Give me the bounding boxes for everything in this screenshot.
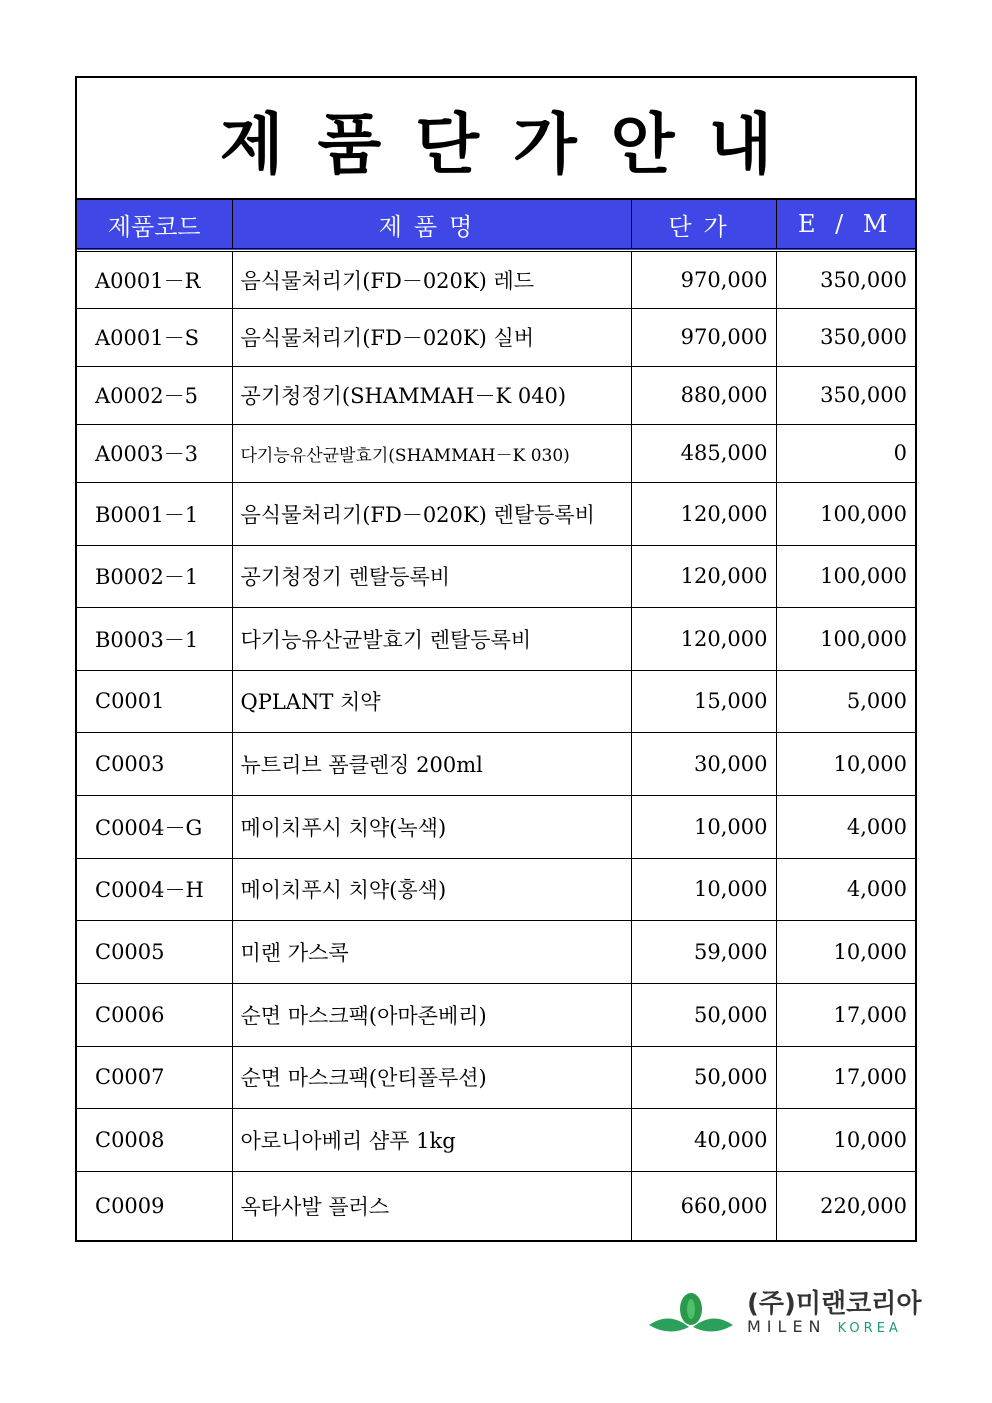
cell-name: QPLANT 치약	[232, 670, 631, 732]
cell-name: 음식물처리기(FD－020K) 렌탈등록비	[232, 482, 631, 545]
cell-name: 공기청정기 렌탈등록비	[232, 545, 631, 607]
cell-price: 50,000	[631, 1046, 776, 1108]
header-code: 제품코드	[77, 200, 232, 250]
cell-em: 5,000	[776, 670, 915, 732]
cell-em: 17,000	[776, 983, 915, 1046]
cell-price: 15,000	[631, 670, 776, 732]
cell-code: C0005	[77, 920, 232, 983]
cell-code: B0003－1	[77, 607, 232, 670]
cell-name: 공기청정기(SHAMMAH－K 040)	[232, 366, 631, 424]
table-row	[77, 983, 915, 1046]
cell-em: 350,000	[776, 250, 915, 308]
table-header-row	[77, 200, 915, 250]
cell-price: 120,000	[631, 545, 776, 607]
cell-code: A0002－5	[77, 366, 232, 424]
table-row	[77, 366, 915, 424]
cell-code: B0002－1	[77, 545, 232, 607]
table-row	[77, 670, 915, 732]
table-row	[77, 545, 915, 607]
page-title: 제품단가안내	[219, 105, 807, 183]
cell-code: C0003	[77, 732, 232, 795]
cell-price: 880,000	[631, 366, 776, 424]
cell-price: 120,000	[631, 607, 776, 670]
cell-code: A0001－S	[77, 308, 232, 366]
table-row	[77, 1046, 915, 1108]
cell-em: 4,000	[776, 795, 915, 858]
company-logo	[645, 1283, 945, 1343]
table-row	[77, 858, 915, 920]
table-row	[77, 308, 915, 366]
company-name-en-sub: KOREA	[837, 1321, 902, 1336]
cell-price: 10,000	[631, 795, 776, 858]
table-row	[77, 920, 915, 983]
cell-em: 0	[776, 424, 915, 482]
table-row	[77, 732, 915, 795]
table-row	[77, 1171, 915, 1240]
price-table	[77, 200, 915, 1240]
company-name-en	[747, 1317, 902, 1336]
cell-price: 120,000	[631, 482, 776, 545]
cell-name: 메이치푸시 치약(홍색)	[232, 858, 631, 920]
company-name-kr: (주)미랜코리아	[747, 1289, 922, 1319]
cell-name: 음식물처리기(FD－020K) 실버	[232, 308, 631, 366]
cell-price: 40,000	[631, 1108, 776, 1171]
cell-em: 100,000	[776, 607, 915, 670]
cell-name: 다기능유산균발효기 렌탈등록비	[232, 607, 631, 670]
cell-price: 660,000	[631, 1171, 776, 1240]
cell-em: 100,000	[776, 482, 915, 545]
table-row	[77, 1108, 915, 1171]
header-price: 단가	[631, 200, 776, 250]
cell-code: C0008	[77, 1108, 232, 1171]
cell-price: 485,000	[631, 424, 776, 482]
cell-code: C0009	[77, 1171, 232, 1240]
cell-em: 100,000	[776, 545, 915, 607]
cell-name: 다기능유산균발효기(SHAMMAH－K 030)	[232, 424, 631, 482]
table-row	[77, 795, 915, 858]
cell-name: 아로니아베리 샴푸 1kg	[232, 1108, 631, 1171]
cell-em: 350,000	[776, 308, 915, 366]
cell-em: 10,000	[776, 1108, 915, 1171]
cell-price: 970,000	[631, 308, 776, 366]
cell-price: 970,000	[631, 250, 776, 308]
cell-price: 59,000	[631, 920, 776, 983]
cell-code: C0007	[77, 1046, 232, 1108]
cell-em: 4,000	[776, 858, 915, 920]
table-row	[77, 482, 915, 545]
price-list-sheet	[75, 76, 917, 1242]
cell-code: A0001－R	[95, 268, 201, 293]
cell-price: 10,000	[631, 858, 776, 920]
cell-em: 10,000	[776, 732, 915, 795]
cell-em: 220,000	[776, 1171, 915, 1240]
table-row	[77, 607, 915, 670]
leaf-logo-icon	[645, 1287, 737, 1337]
cell-name: 옥타사발 플러스	[232, 1171, 631, 1240]
cell-name: 뉴트리브 폼클렌징 200ml	[232, 732, 631, 795]
cell-name: 미랜 가스콕	[232, 920, 631, 983]
cell-code: B0001－1	[77, 482, 232, 545]
cell-em: 17,000	[776, 1046, 915, 1108]
cell-name: 순면 마스크팩(안티폴루션)	[232, 1046, 631, 1108]
cell-code: A0003－3	[77, 424, 232, 482]
cell-name: 음식물처리기(FD－020K) 레드	[232, 250, 631, 308]
cell-name: 순면 마스크팩(아마존베리)	[232, 983, 631, 1046]
header-name: 제품명	[232, 200, 631, 250]
title-box	[77, 78, 915, 200]
cell-code: C0004－G	[77, 795, 232, 858]
cell-price: 30,000	[631, 732, 776, 795]
cell-em: 350,000	[776, 366, 915, 424]
cell-code: C0006	[77, 983, 232, 1046]
cell-em: 10,000	[776, 920, 915, 983]
header-em: E / M	[776, 200, 915, 250]
cell-code: C0004－H	[77, 858, 232, 920]
cell-price: 50,000	[631, 983, 776, 1046]
table-body	[77, 250, 915, 1240]
cell-code: C0001	[77, 670, 232, 732]
cell-name: 메이치푸시 치약(녹색)	[232, 795, 631, 858]
table-row	[77, 424, 915, 482]
table-row	[77, 250, 915, 308]
company-name-en-main: MILEN	[747, 1317, 827, 1336]
